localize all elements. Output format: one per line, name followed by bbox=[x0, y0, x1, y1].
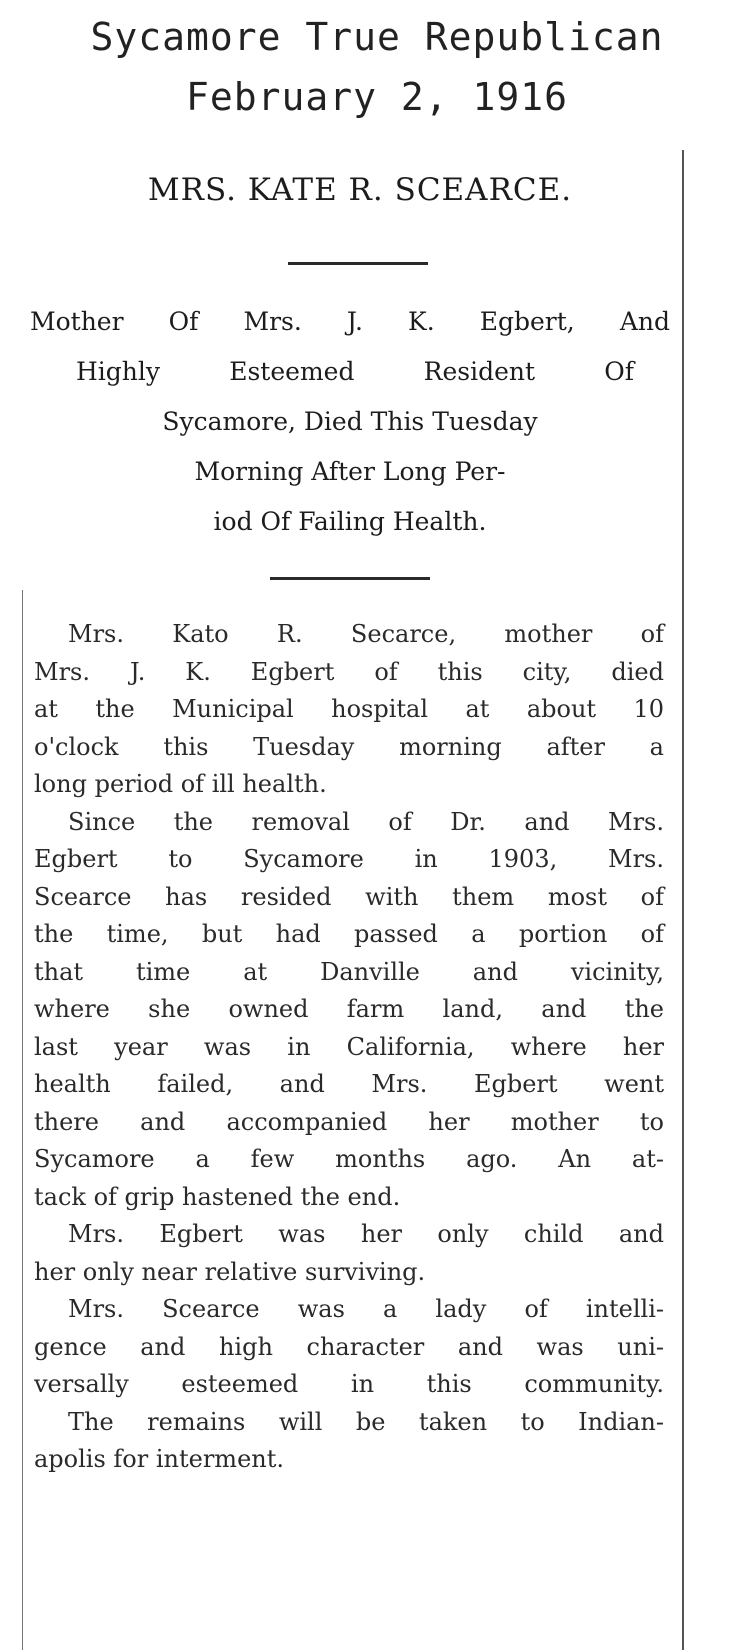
divider-rule-bottom bbox=[270, 577, 430, 580]
body-line: Scearce has resided with them most of bbox=[34, 882, 664, 911]
body-line: Mrs. Scearce was a lady of intelli- bbox=[68, 1295, 664, 1323]
body-line: Mrs. Kato R. Secarce, mother of bbox=[68, 620, 664, 648]
body-line: at the Municipal hospital at about 10 bbox=[34, 695, 664, 723]
body-line: Since the removal of Dr. and Mrs. bbox=[68, 807, 664, 836]
subhead-line: Highly Esteemed Resident Of bbox=[76, 357, 634, 386]
subhead-line: Mother Of Mrs. J. K. Egbert, And bbox=[30, 307, 670, 336]
column-rule-right bbox=[682, 150, 684, 1650]
body-line: apolis for interment. bbox=[34, 1445, 284, 1473]
subhead-line: iod Of Failing Health. bbox=[213, 507, 487, 536]
body-line: that time at Danville and vicinity, bbox=[34, 957, 664, 986]
article-body bbox=[34, 616, 664, 1479]
body-line: health failed, and Mrs. Egbert went bbox=[34, 1070, 664, 1098]
body-line: the time, but had passed a portion of bbox=[34, 920, 664, 948]
body-line: last year was in California, where her bbox=[34, 1032, 664, 1061]
body-line: The remains will be taken to Indian- bbox=[68, 1407, 664, 1436]
subhead-line: Morning After Long Per- bbox=[194, 457, 506, 486]
body-line: her only near relative surviving. bbox=[34, 1257, 426, 1286]
body-line: where she owned farm land, and the bbox=[34, 995, 664, 1023]
divider-rule-top bbox=[288, 262, 428, 265]
body-line: versally esteemed in this community. bbox=[34, 1370, 664, 1398]
body-line: gence and high character and was uni- bbox=[34, 1332, 664, 1361]
body-line: there and accompanied her mother to bbox=[34, 1107, 664, 1136]
article-headline: MRS. KATE R. SCEARCE. bbox=[147, 172, 573, 208]
body-line: long period of ill health. bbox=[34, 770, 327, 798]
body-line: Mrs. Egbert was her only child and bbox=[68, 1220, 664, 1248]
column-rule-left bbox=[22, 590, 23, 1650]
subhead-line: Sycamore, Died This Tuesday bbox=[162, 407, 538, 436]
article-subhead bbox=[30, 297, 670, 547]
publication-title: Sycamore True Republican bbox=[90, 15, 664, 59]
publication-date: February 2, 1916 bbox=[185, 75, 569, 119]
body-line: Egbert to Sycamore in 1903, Mrs. bbox=[34, 845, 664, 873]
body-line: Sycamore a few months ago. An at- bbox=[34, 1145, 664, 1173]
body-line: Mrs. J. K. Egbert of this city, died bbox=[34, 657, 664, 686]
body-line: o'clock this Tuesday morning after a bbox=[34, 732, 664, 761]
body-line: tack of grip hastened the end. bbox=[34, 1182, 401, 1211]
